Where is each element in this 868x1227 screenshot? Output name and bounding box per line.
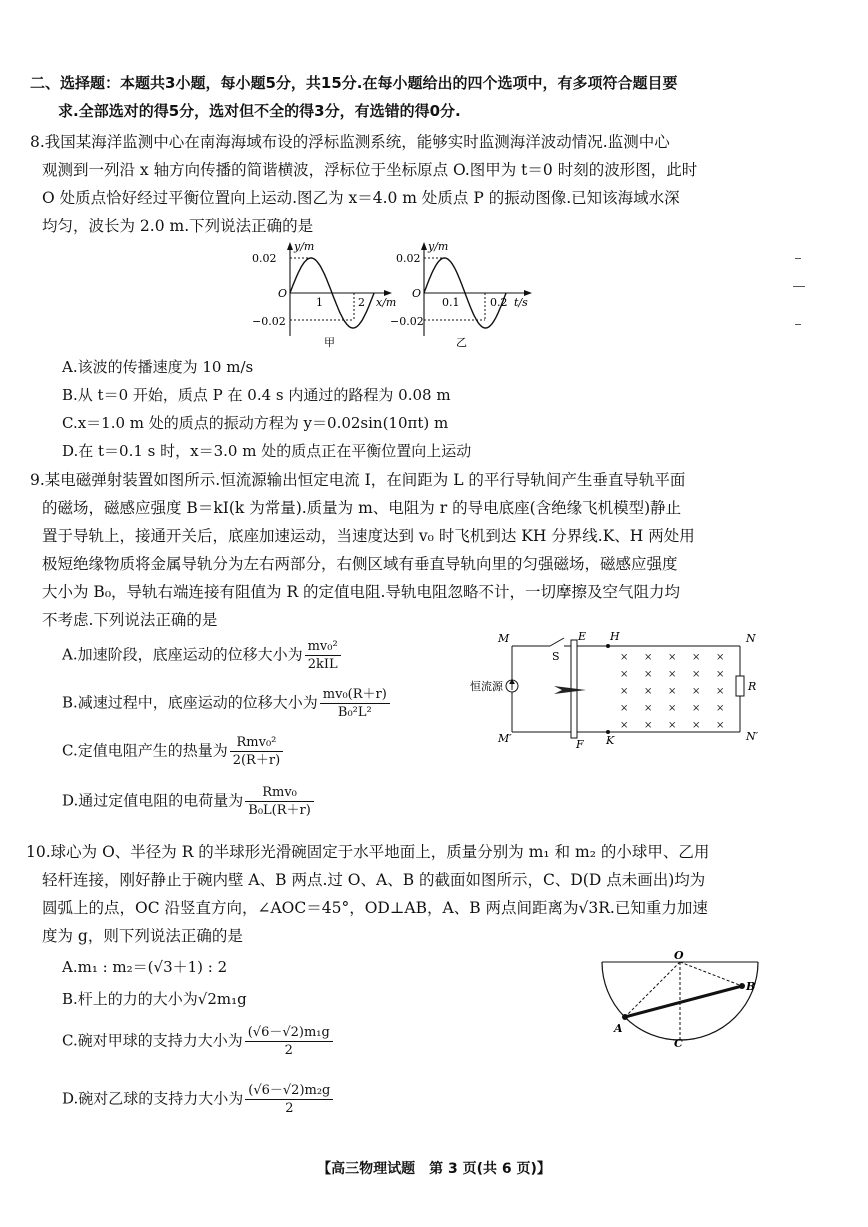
q8-stem-line: 均匀，波长为 2.0 m.下列说法正确的是: [42, 217, 314, 235]
field-cross: ×: [716, 669, 725, 680]
section-header-line2: 求.全部选对的得5分，选对但不全的得3分，有选错的得0分.: [58, 102, 461, 120]
field-cross: ×: [692, 669, 701, 680]
field-cross: ×: [716, 652, 725, 663]
wave-ylabel: y/m: [294, 240, 315, 253]
vibration-top-label: 0.02: [396, 252, 421, 265]
label-O: O: [674, 949, 684, 962]
q8-figures: [250, 236, 550, 354]
q8-option-d[interactable]: D.在 t＝0.1 s 时，x＝3.0 m 处的质点正在平衡位置向上运动: [62, 442, 472, 460]
field-cross: ×: [716, 686, 725, 697]
q9-option-d-fraction: [245, 784, 314, 819]
fraction-denominator: B₀L(R＋r): [248, 803, 311, 818]
wave-top-label: 0.02: [252, 252, 277, 265]
q10-option-d-text: D.碗对乙球的支持力大小为: [62, 1089, 244, 1108]
wave-xlabel: x/m: [376, 296, 397, 309]
q9-stem-line: 不考虑.下列说法正确的是: [42, 611, 218, 629]
label-A: A: [614, 1022, 623, 1035]
label-M-prime: M′: [498, 732, 512, 745]
vibration-xlabel: t/s: [514, 296, 528, 309]
q9-stem-line: 极短绝缘物质将金属导轨分为左右两部分，右侧区域有垂直导轨向里的匀强磁场，磁感应强度: [42, 555, 678, 573]
field-cross: ×: [620, 686, 629, 697]
label-E: E: [578, 630, 587, 643]
label-M: M: [498, 632, 510, 645]
field-cross: ×: [620, 720, 629, 731]
q10-option-c-fraction: [245, 1024, 333, 1059]
q9-option-b-fraction: [320, 686, 390, 721]
fraction-denominator: 2kIL: [307, 657, 338, 672]
field-cross: ×: [692, 652, 701, 663]
page-footer: 【高三物理试题 第 3 页(共 6 页)】: [317, 1161, 551, 1177]
q10-stem-line: 轻杆连接，刚好静止于碗内壁 A、B 两点.过 O、A、B 的截面如图所示，C、D(D 点未画出)均为: [42, 871, 706, 889]
q10-option-d[interactable]: [62, 1082, 335, 1117]
label-C: C: [674, 1037, 683, 1048]
vibration-graph-figure: [390, 240, 532, 349]
rail-gun-diagram: [470, 628, 770, 750]
field-cross: ×: [692, 720, 701, 731]
field-cross: ×: [668, 686, 677, 697]
fraction-numerator: Rmv₀²: [230, 734, 283, 752]
fraction-denominator: 2: [285, 1101, 294, 1116]
q10-option-c[interactable]: [62, 1024, 335, 1059]
margin-mark: [795, 324, 801, 325]
label-N-prime: N′: [746, 730, 759, 743]
wave-caption: 甲: [324, 336, 335, 349]
q8-stem-line: 8.我国某海洋监测中心在南海海域布设的浮标监测系统，能够实时监测海洋波动情况.监测中心: [30, 133, 670, 151]
field-cross: ×: [644, 720, 653, 731]
field-cross: ×: [692, 686, 701, 697]
q9-option-c[interactable]: [62, 734, 285, 769]
field-cross: ×: [668, 703, 677, 714]
q9-option-d-text: D.通过定值电阻的电荷量为: [62, 791, 244, 810]
field-cross: ×: [644, 686, 653, 697]
q9-option-a[interactable]: [62, 638, 343, 673]
q9-option-d[interactable]: [62, 784, 316, 819]
field-cross: ×: [644, 703, 653, 714]
field-cross: ×: [716, 720, 725, 731]
q10-option-d-fraction: [245, 1082, 333, 1117]
label-B: B: [746, 980, 756, 993]
vibration-bottom-label: −0.02: [390, 315, 424, 328]
field-cross: ×: [668, 720, 677, 731]
fraction-numerator: mv₀²: [305, 638, 341, 656]
q9-stem-line: 的磁场，磁感应强度 B＝kI(k 为常量).质量为 m、电阻为 r 的导电底座(含绝缘飞机模型)静止: [42, 499, 682, 517]
q9-option-c-fraction: [230, 734, 283, 769]
field-cross: ×: [644, 652, 653, 663]
label-resistor-R: R: [748, 680, 757, 693]
section-header-line1: 二、选择题：本题共3小题，每小题5分，共15分.在每小题给出的四个选项中，有多项符合题目要: [30, 74, 678, 92]
label-K: K: [606, 734, 615, 747]
wave-tick: 2: [358, 296, 365, 309]
fraction-denominator: 2: [284, 1043, 293, 1058]
vibration-tick: 0.1: [442, 296, 460, 309]
label-switch-S: S: [552, 650, 560, 663]
fraction-numerator: (√6－√2)m₂g: [245, 1082, 333, 1100]
vibration-origin: O: [412, 287, 422, 300]
wave-bottom-label: −0.02: [252, 315, 286, 328]
label-H: H: [610, 630, 620, 643]
label-F: F: [576, 738, 584, 750]
field-cross: ×: [668, 652, 677, 663]
field-cross: ×: [716, 703, 725, 714]
q9-option-c-text: C.定值电阻产生的热量为: [62, 741, 228, 760]
q9-stem-line: 9.某电磁弹射装置如图所示.恒流源输出恒定电流 I，在间距为 L 的平行导轨间产生垂直导轨平面: [30, 471, 686, 489]
vibration-tick: 0.2: [490, 296, 508, 309]
field-cross: ×: [620, 703, 629, 714]
q10-option-b[interactable]: B.杆上的力的大小为√2m₁g: [62, 990, 247, 1008]
q8-option-c[interactable]: C.x＝1.0 m 处的质点的振动方程为 y＝0.02sin(10πt) m: [62, 414, 449, 432]
q9-option-b-text: B.减速过程中，底座运动的位移大小为: [62, 693, 318, 712]
q8-option-a[interactable]: A.该波的传播速度为 10 m/s: [62, 358, 254, 376]
q9-option-a-fraction: [305, 638, 341, 673]
field-cross: ×: [620, 652, 629, 663]
q10-option-c-text: C.碗对甲球的支持力大小为: [62, 1031, 243, 1050]
wave-origin: O: [278, 287, 288, 300]
field-cross: ×: [692, 703, 701, 714]
fraction-numerator: Rmv₀: [245, 784, 314, 802]
hemisphere-bowl-diagram: [596, 948, 768, 1048]
q8-stem-line: O 处质点恰好经过平衡位置向上运动.图乙为 x＝4.0 m 处质点 P 的振动图像.已知该海域水深: [42, 189, 680, 207]
field-cross: ×: [644, 669, 653, 680]
q9-stem-line: 置于导轨上，接通开关后，底座加速运动，当速度达到 v₀ 时飞机到达 KH 分界线.K、H 两处用: [42, 527, 695, 545]
field-cross: ×: [668, 669, 677, 680]
fraction-numerator: mv₀(R＋r): [320, 686, 390, 704]
vibration-caption: 乙: [456, 336, 467, 349]
q8-stem-line: 观测到一列沿 x 轴方向传播的简谐横波，浮标位于坐标原点 O.图甲为 t＝0 时刻的波形图，此时: [42, 161, 698, 179]
q9-option-a-text: A.加速阶段，底座运动的位移大小为: [62, 645, 303, 664]
wave-tick: 1: [316, 296, 323, 309]
field-cross: ×: [620, 669, 629, 680]
q10-stem-line: 圆弧上的点，OC 沿竖直方向，∠AOC＝45°，OD⊥AB，A、B 两点间距离为√3R.已知重力加速: [42, 899, 708, 917]
q9-option-b[interactable]: [62, 686, 392, 721]
q10-option-a[interactable]: A.m₁ : m₂＝(√3＋1) : 2: [62, 958, 228, 976]
wave-graph-figure: [252, 240, 396, 349]
q10-stem-line: 度为 g，则下列说法正确的是: [42, 927, 243, 945]
margin-mark: [795, 258, 801, 259]
margin-mark: [793, 286, 805, 287]
label-N: N: [746, 632, 756, 645]
fraction-denominator: 2(R＋r): [232, 753, 281, 768]
fraction-numerator: (√6－√2)m₁g: [245, 1024, 333, 1042]
q9-stem-line: 大小为 B₀，导轨右端连接有阻值为 R 的定值电阻.导轨电阻忽略不计，一切摩擦及空气阻力均: [42, 583, 680, 601]
label-current-source: 恒流源: [470, 680, 503, 693]
vibration-ylabel: y/m: [428, 240, 449, 253]
q8-option-b[interactable]: B.从 t＝0 开始，质点 P 在 0.4 s 内通过的路程为 0.08 m: [62, 386, 451, 404]
q10-stem-line: 10.球心为 O、半径为 R 的半球形光滑碗固定于水平地面上，质量分别为 m₁ 和 m₂ 的小球甲、乙用: [26, 843, 710, 861]
fraction-denominator: B₀²L²: [337, 705, 372, 720]
